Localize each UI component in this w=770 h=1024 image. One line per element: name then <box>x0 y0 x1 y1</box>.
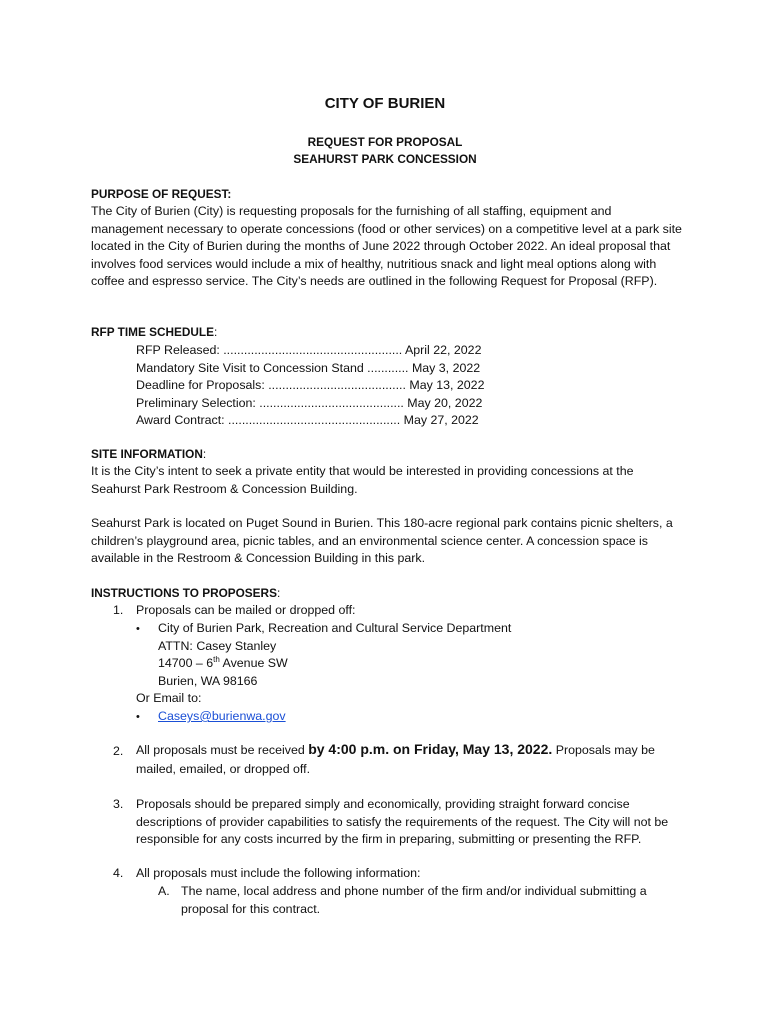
address-line-1: City of Burien Park, Recreation and Cultural Service Department <box>158 621 512 635</box>
address-line-2: ATTN: Casey Stanley <box>158 639 277 653</box>
address-line-4: Burien, WA 98166 <box>158 674 258 688</box>
email-link[interactable] <box>158 708 286 726</box>
site-paragraph-1: It is the City’s intent to seek a private entity that would be interested in providing concessions at the Seahurst Park Restroom & Concession Building. <box>91 464 634 496</box>
item-4-number: 4. <box>113 866 124 880</box>
address-line-3-post: Avenue SW <box>219 656 288 670</box>
site-heading-text: SITE INFORMATION <box>91 447 203 461</box>
instructions-heading-colon: : <box>276 586 281 600</box>
site-heading-colon: : <box>202 447 207 461</box>
schedule-heading-colon: : <box>214 325 218 339</box>
schedule-list <box>136 342 516 430</box>
rfp-subtitle: REQUEST FOR PROPOSAL <box>307 135 463 149</box>
item-2-text <box>136 741 684 760</box>
site-heading <box>91 446 206 464</box>
item-4a-text: The name, local address and phone number of the firm and/or individual submitting a proposal for this contract. <box>181 884 647 916</box>
item-4a-letter: A. <box>158 884 170 898</box>
address-line-3-pre: 14700 – 6 <box>158 656 214 670</box>
instructions-heading <box>91 585 280 603</box>
item-2-number: 2. <box>113 744 124 758</box>
schedule-row-award: Award Contract: .................................................. May 27, 2022 <box>136 413 479 428</box>
instructions-heading-text: INSTRUCTIONS TO PROPOSERS <box>91 586 277 600</box>
page-title: CITY OF BURIEN <box>324 95 446 112</box>
item-4-text: All proposals must include the following information: <box>136 866 421 880</box>
item-2-line2: mailed, emailed, or dropped off. <box>136 762 311 776</box>
address-line-3 <box>158 655 288 673</box>
item-3-number: 3. <box>113 797 124 811</box>
item-2-deadline: by 4:00 p.m. on Friday, May 13, 2022. <box>308 741 553 757</box>
schedule-row-selection: Preliminary Selection: .......................................... May 20, 2022 <box>136 395 483 410</box>
schedule-row-deadline: Deadline for Proposals: ........................................ May 13, 2022 <box>136 378 485 393</box>
schedule-row-released: RFP Released: .................................................... April 22, 2022 <box>136 343 482 357</box>
purpose-heading: PURPOSE OF REQUEST: <box>91 187 232 201</box>
address-line-3-sup: th <box>213 654 220 664</box>
item-2-pre: All proposals must be received <box>136 743 309 757</box>
item-2-post: Proposals may be <box>552 743 655 757</box>
project-subtitle: SEAHURST PARK CONCESSION <box>293 152 477 166</box>
email-bullet: • <box>136 711 140 723</box>
site-paragraph-2: Seahurst Park is located on Puget Sound in Burien. This 180-acre regional park contains picnic shelters, a children’s playground area, picnic tables, and an environmental science center. A concession space is available in the Restroom & Concession Building in this park. <box>91 516 673 566</box>
schedule-heading-text: RFP TIME SCHEDULE <box>91 325 215 339</box>
address-bullet: • <box>136 623 140 635</box>
item-3-text: Proposals should be prepared simply and economically, providing straight forward concise descriptions of provider capabilities to satisfy the requirements of the request. The City will not be responsible for any costs incurred by the firm in preparing, submitting or presenting the RFP. <box>136 797 669 847</box>
schedule-row-site-visit: Mandatory Site Visit to Concession Stand ............ May 3, 2022 <box>136 360 481 375</box>
purpose-paragraph: The City of Burien (City) is requesting proposals for the furnishing of all staffing, equipment and management necessary to operate concessions (food or other services) on a competitive level at a park site located in the City of Burien during the months of June 2022 through October 2022. An ideal proposal that involves food services would include a mix of healthy, nutritious snack and light meal options along with coffee and espresso service. The City’s needs are outlined in the following Request for Proposal (RFP). <box>91 204 682 289</box>
email-link-text[interactable]: Caseys@burienwa.gov <box>158 709 286 723</box>
item-1-text: Proposals can be mailed or dropped off: <box>136 603 356 617</box>
item-1-number: 1. <box>113 603 124 617</box>
or-email-label: Or Email to: <box>136 691 202 705</box>
schedule-heading <box>91 324 217 342</box>
